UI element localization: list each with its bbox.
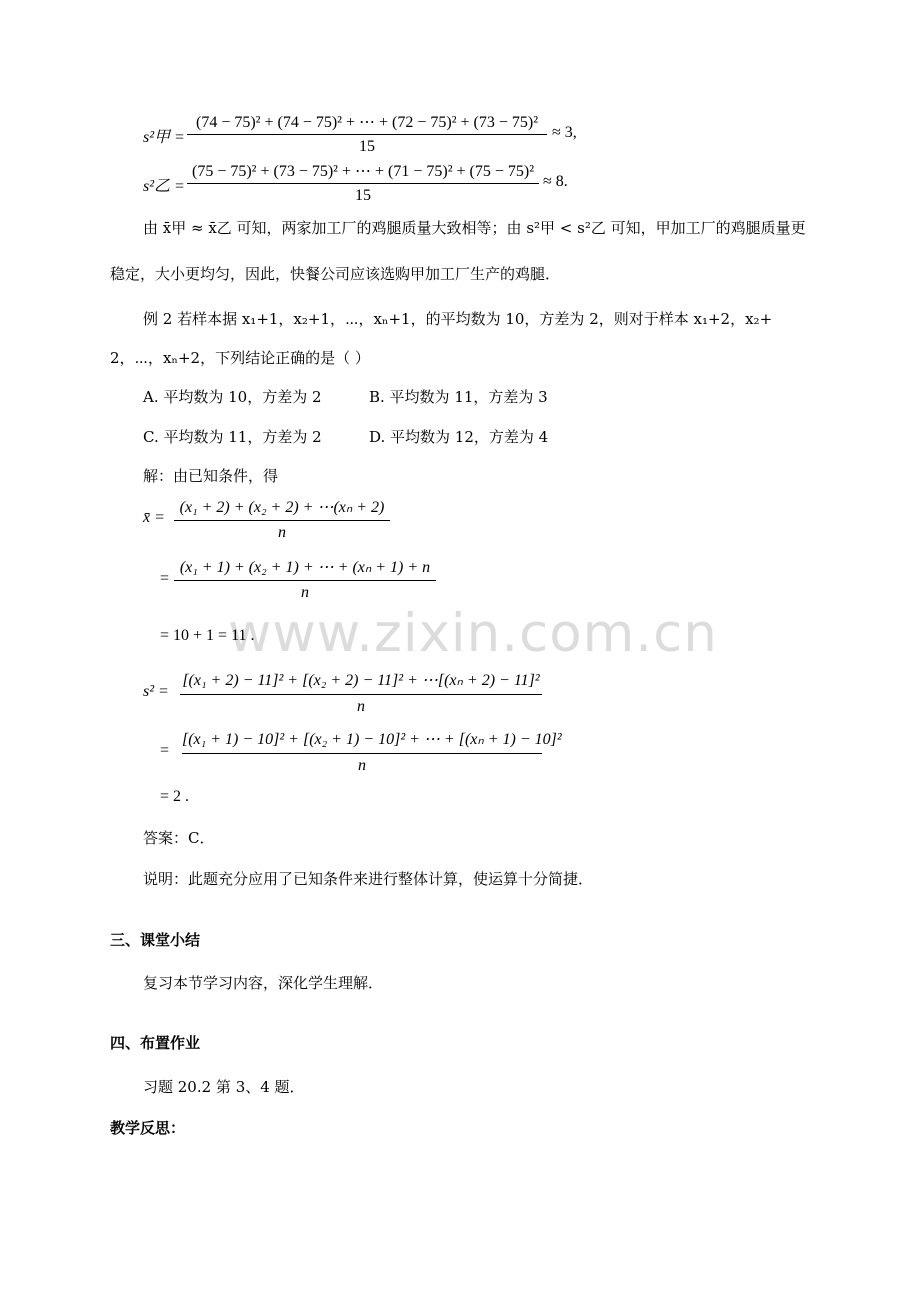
s2-fraction-2 [182, 729, 562, 779]
s-yi-rhs: ≈ 8. [543, 173, 568, 190]
section-3-heading: 三、课堂小结 [110, 931, 201, 949]
s2-numerator-1: [(x₁ + 2) − 11]² + [(x₂ + 2) − 11]² + ⋯[(xₙ + 2) − 11]² [182, 672, 540, 689]
s-jia-rhs: ≈ 3, [552, 124, 577, 141]
section-4-heading: 四、布置作业 [110, 1034, 201, 1052]
solution-intro: 解：由已知条件，得 [143, 467, 279, 485]
watermark: www.zixin.com.cn [228, 603, 718, 664]
s2-denominator-2: n [358, 757, 366, 774]
s-yi-lhs: s²乙 = [143, 178, 185, 195]
section-4-body: 习题 20.2 第 3、4 题． [143, 1078, 305, 1096]
xbar-fraction-2 [174, 557, 436, 607]
option-a: A. 平均数为 10，方差为 2 [143, 388, 322, 406]
fraction-bar [187, 183, 539, 184]
reflection-heading: 教学反思： [110, 1119, 186, 1137]
s-jia-denominator: 15 [359, 138, 375, 155]
s-jia-lhs: s²甲 = [143, 129, 185, 146]
s2-result: = 2 . [160, 788, 190, 805]
s-yi-denominator: 15 [355, 187, 371, 204]
example-2-line-1: 例 2 若样本据 x₁+1，x₂+1，⋯，xₙ+1，的平均数为 10，方差为 2，则对于样本 x₁+2，x₂+ [143, 310, 773, 328]
s2-lhs: s² = [143, 683, 169, 700]
s2-fraction-1 [180, 670, 542, 720]
option-d: D. 平均数为 12，方差为 4 [369, 428, 549, 446]
xbar-result: = 10 + 1 = 11 . [160, 627, 255, 644]
answer: 答案：C． [143, 829, 215, 847]
xbar-equals-2: = [160, 570, 170, 587]
xbar-fraction-1 [174, 497, 390, 547]
note: 说明：此题充分应用了已知条件来进行整体计算，使运算十分简捷． [143, 870, 594, 888]
s-yi-numerator: (75 − 75)² + (73 − 75)² + ⋯ + (71 − 75)² + (75 − 75)² [192, 163, 534, 180]
example-2-line-2: 2，⋯，xₙ+2，下列结论正确的是（ ） [110, 349, 370, 367]
option-b: B. 平均数为 11，方差为 3 [369, 388, 548, 406]
xbar-numerator-2: (x₁ + 1) + (x₂ + 1) + ⋯ + (xₙ + 1) + n [179, 559, 431, 576]
fraction-bar [180, 694, 542, 695]
option-c: C. 平均数为 11，方差为 2 [143, 428, 322, 446]
s-jia-fraction [187, 112, 547, 160]
xbar-denominator-2: n [301, 584, 309, 601]
fraction-bar [174, 580, 436, 581]
conclusion-line-1: 由 x̄甲 ≈ x̄乙 可知，两家加工厂的鸡腿质量大致相等；由 s²甲 < s²乙 可知，甲加工厂的鸡腿质量更 [143, 219, 806, 237]
conclusion-line-2: 稳定，大小更均匀，因此，快餐公司应该选购甲加工厂生产的鸡腿． [110, 265, 561, 283]
s-jia-numerator: (74 − 75)² + (74 − 75)² + ⋯ + (72 − 75)² + (73 − 75)² [196, 114, 538, 131]
s2-numerator-2: [(x₁ + 1) − 10]² + [(x₂ + 1) − 10]² + ⋯ + [(xₙ + 1) − 10]² [182, 731, 562, 748]
fraction-bar [182, 753, 542, 754]
s2-equals-2: = [160, 742, 170, 759]
s2-denominator-1: n [357, 698, 365, 715]
fraction-bar [187, 134, 547, 135]
xbar-lhs: x̄ = [143, 509, 165, 526]
xbar-numerator-1: (x₁ + 2) + (x₂ + 2) + ⋯(xₙ + 2) [179, 499, 385, 516]
section-3-body: 复习本节学习内容，深化学生理解． [143, 974, 384, 992]
s-yi-fraction [187, 161, 539, 209]
xbar-denominator-1: n [278, 524, 286, 541]
fraction-bar [174, 520, 390, 521]
